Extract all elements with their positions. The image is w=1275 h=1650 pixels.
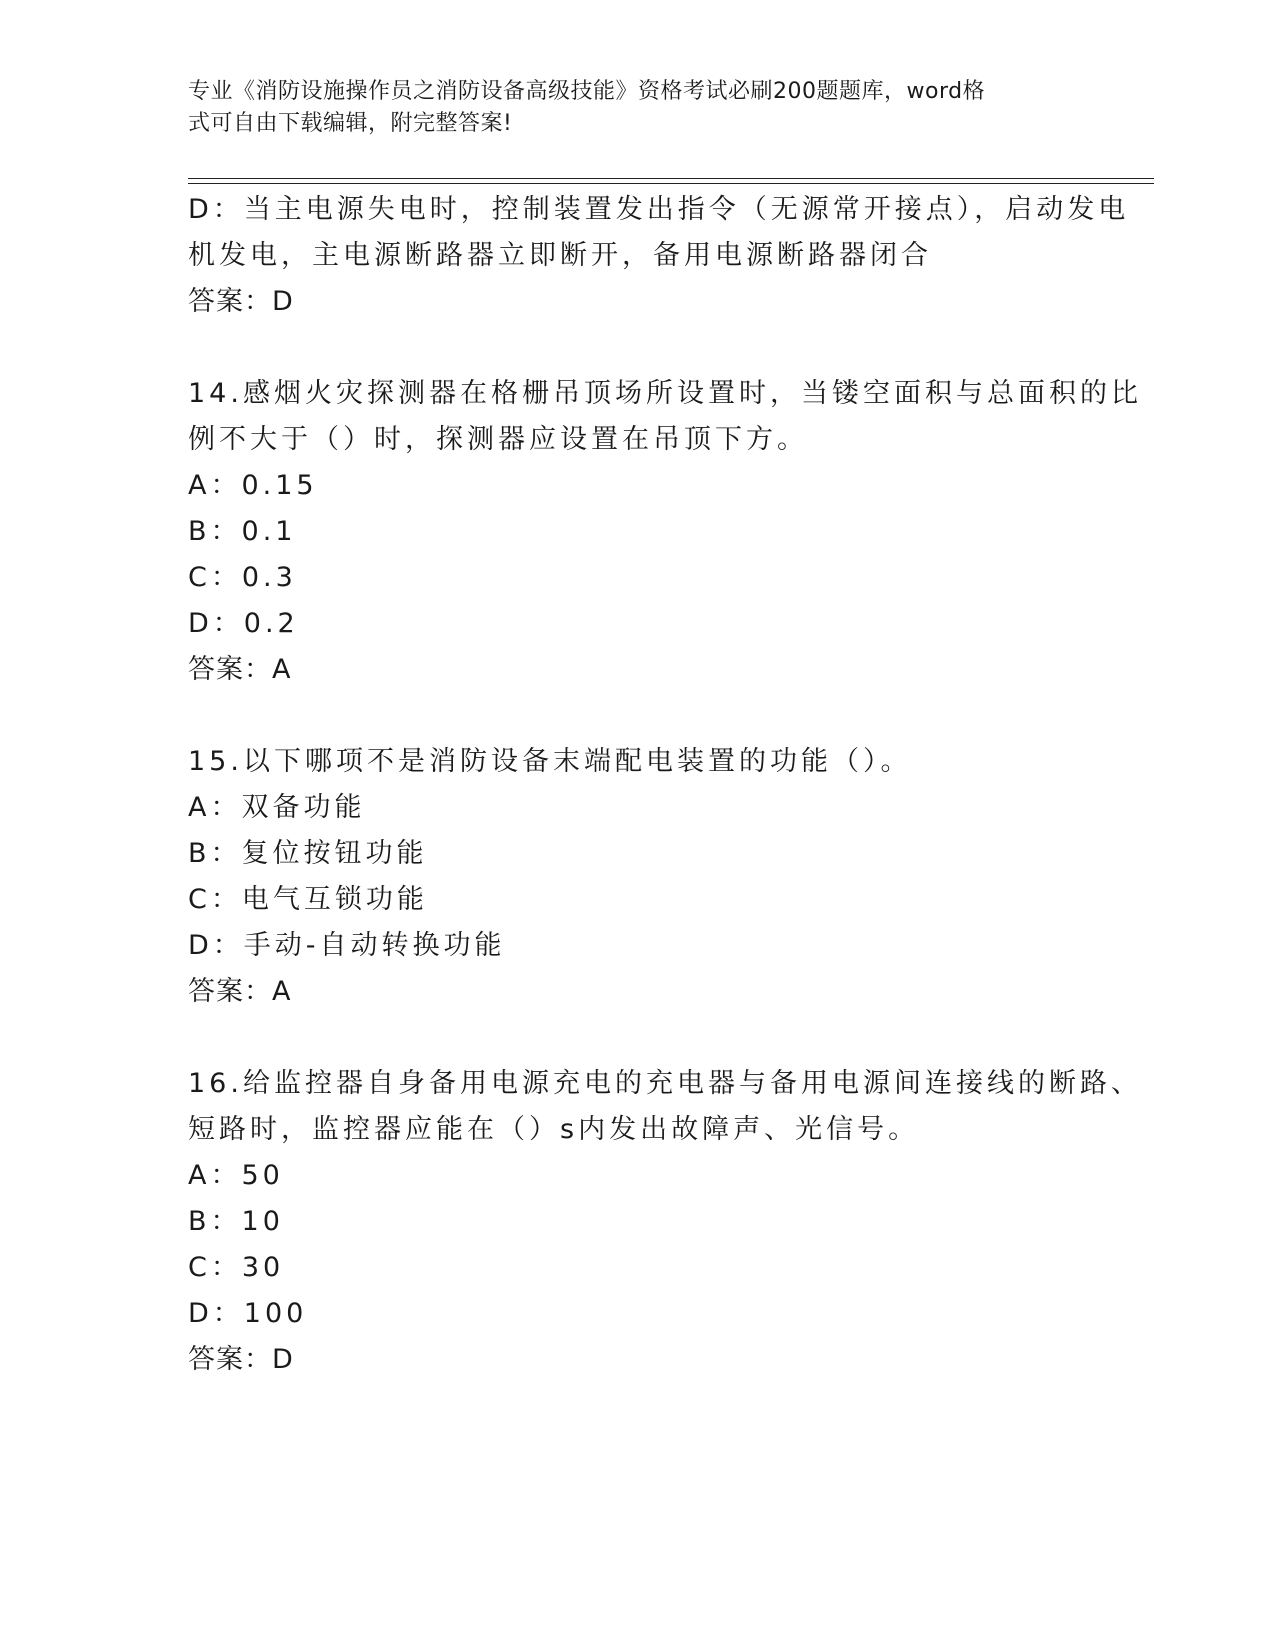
answer-line: 答案：A: [188, 654, 292, 685]
answer-line: 答案：D: [188, 1344, 294, 1375]
question-content: [188, 187, 1142, 1383]
header-divider-top: [188, 178, 1154, 179]
option-d-line-1: D：当主电源失电时，控制装置发出指令（无源常开接点），启动发电: [188, 194, 1130, 225]
question-stem-line-1: 16.给监控器自身备用电源充电的充电器与备用电源间连接线的断路、: [188, 1068, 1142, 1099]
option-b: B：10: [188, 1206, 284, 1237]
answer-line: 答案：D: [188, 286, 294, 317]
header-title-line-1: 专业《消防设施操作员之消防设备高级技能》资格考试必刷200题题库，word格: [188, 79, 986, 104]
option-d: D：0.2: [188, 608, 299, 639]
question-14: [188, 371, 1142, 693]
header-divider-bottom: [188, 183, 1154, 184]
option-d: D：手动-自动转换功能: [188, 930, 506, 961]
question-stem-line-1: 15.以下哪项不是消防设备末端配电装置的功能（）。: [188, 746, 912, 777]
option-c: C：30: [188, 1252, 285, 1283]
answer-line: 答案：A: [188, 976, 292, 1007]
question-16: [188, 1061, 1142, 1383]
document-header: [188, 76, 1068, 140]
option-b: B：0.1: [188, 516, 297, 547]
option-d-line-2: 机发电，主电源断路器立即断开，备用电源断路器闭合: [188, 240, 932, 271]
option-a: A：双备功能: [188, 792, 366, 823]
spacer: [188, 693, 1088, 739]
question-15: [188, 739, 1088, 1015]
spacer: [188, 1015, 1088, 1061]
option-c: C：电气互锁功能: [188, 884, 428, 915]
question-13-carryover: [188, 187, 1130, 325]
option-a: A：50: [188, 1160, 284, 1191]
question-stem-line-2: 短路时，监控器应能在（）s内发出故障声、光信号。: [188, 1114, 920, 1145]
option-c: C：0.3: [188, 562, 297, 593]
question-stem-line-2: 例不大于（）时，探测器应设置在吊顶下方。: [188, 424, 808, 455]
spacer: [188, 325, 1088, 371]
header-title-line-2: 式可自由下载编辑，附完整答案!: [188, 111, 513, 136]
option-a: A：0.15: [188, 470, 318, 501]
option-b: B：复位按钮功能: [188, 838, 428, 869]
question-stem-line-1: 14.感烟火灾探测器在格栅吊顶场所设置时，当镂空面积与总面积的比: [188, 378, 1142, 409]
option-d: D：100: [188, 1298, 308, 1329]
